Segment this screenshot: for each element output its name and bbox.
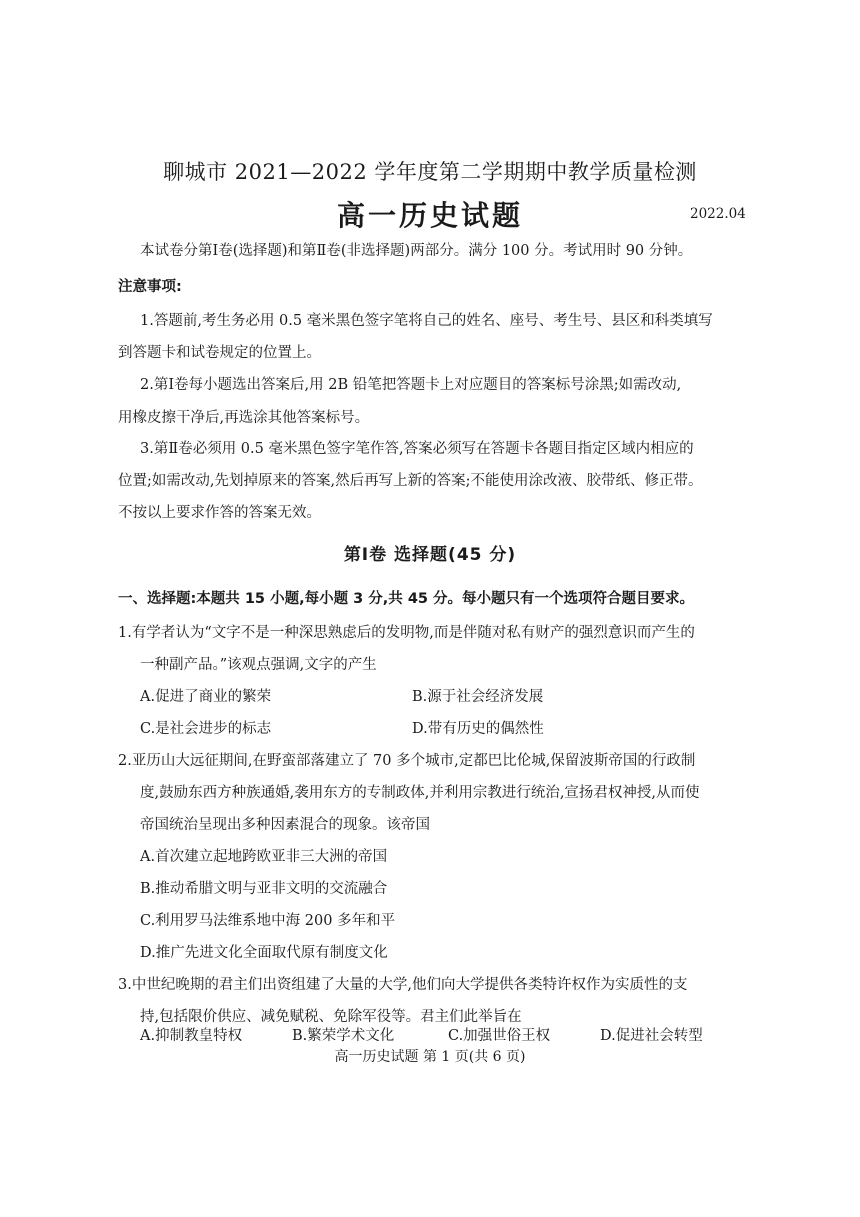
notes-heading: 注意事项: <box>118 279 182 295</box>
page-footer: 高一历史试题 第 1 页(共 6 页) <box>334 1049 526 1065</box>
intro-text: 本试卷分第Ⅰ卷(选择题)和第Ⅱ卷(非选择题)两部分。满分 100 分。考试用时 90 分钟。 <box>140 243 693 259</box>
question-stem: 2.亚历山大远征期间,在野蛮部落建立了 70 多个城市,定都巴比伦城,保留波斯帝国的行政制 <box>118 753 696 769</box>
option-d: D.推广先进文化全面取代原有制度文化 <box>140 945 388 961</box>
note-line: 用橡皮擦干净后,再选涂其他答案标号。 <box>118 410 370 426</box>
option-d: D.促进社会转型 <box>600 1028 703 1044</box>
question-stem: 度,鼓励东西方种族通婚,袭用东方的专制政体,并利用宗教进行统治,宣扬君权神授,从而使 <box>140 785 700 801</box>
note-line: 1.答题前,考生务必用 0.5 毫米黑色签字笔将自己的姓名、座号、考生号、县区和科类填写 <box>140 313 713 329</box>
option-c: C.利用罗马法维系地中海 200 多年和平 <box>140 913 396 929</box>
option-a: A.首次建立起地跨欧亚非三大洲的帝国 <box>140 849 388 865</box>
note-line: 位置;如需改动,先划掉原来的答案,然后再写上新的答案;不能使用涂改液、胶带纸、修正带。 <box>118 473 703 489</box>
option-b: B.源于社会经济发展 <box>412 689 544 705</box>
question-stem: 持,包括限价供应、减免赋税、免除军役等。君主们此举旨在 <box>140 1009 522 1025</box>
option-a: A.抑制教皇特权 <box>140 1028 243 1044</box>
option-c: C.是社会进步的标志 <box>140 721 272 737</box>
question-stem: 3.中世纪晚期的君主们出资组建了大量的大学,他们向大学提供各类特许权作为实质性的支 <box>118 977 688 993</box>
question-stem: 帝国统治呈现出多种因素混合的现象。该帝国 <box>140 817 430 833</box>
option-a: A.促进了商业的繁荣 <box>140 689 272 705</box>
option-c: C.加强世俗王权 <box>448 1028 551 1044</box>
subject-title: 高一历史试题 <box>336 199 523 232</box>
note-line: 3.第Ⅱ卷必须用 0.5 毫米黑色签字笔作答,答案必须写在答题卡各题目指定区域内相应的 <box>140 441 694 457</box>
option-d: D.带有历史的偶然性 <box>412 721 544 737</box>
note-line: 到答题卡和试卷规定的位置上。 <box>118 345 321 361</box>
question-stem: 一种副产品。”该观点强调,文字的产生 <box>140 657 377 673</box>
question-stem: 1.有学者认为“文字不是一种深思熟虑后的发明物,而是伴随对私有财产的强烈意识而产生的 <box>118 625 695 641</box>
exam-title: 聊城市 2021—2022 学年度第二学期期中教学质量检测 <box>163 160 697 184</box>
option-b: B.繁荣学术文化 <box>292 1028 395 1044</box>
section-instruction: 一、选择题:本题共 15 小题,每小题 3 分,共 45 分。每小题只有一个选项符合题目要求。 <box>118 591 695 607</box>
section-title: 第Ⅰ卷 选择题(45 分) <box>343 545 517 565</box>
note-line: 不按以上要求作答的答案无效。 <box>118 505 321 521</box>
note-line: 2.第Ⅰ卷每小题选出答案后,用 2B 铅笔把答题卡上对应题目的答案标号涂黑;如需改动, <box>140 377 682 393</box>
option-b: B.推动希腊文明与亚非文明的交流融合 <box>140 881 388 897</box>
exam-date: 2022.04 <box>690 206 746 222</box>
